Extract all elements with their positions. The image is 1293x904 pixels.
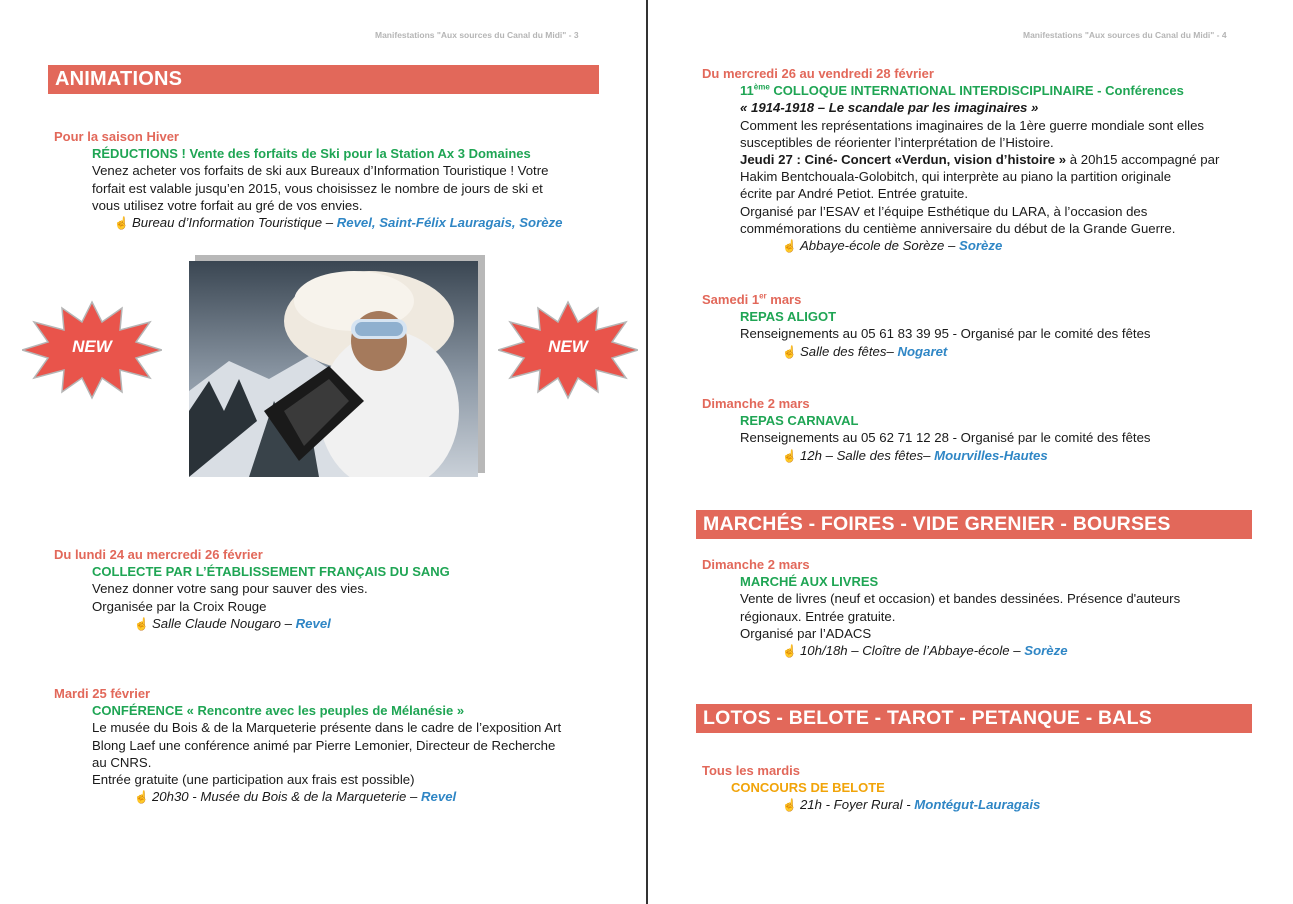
event-description: Renseignements au 05 61 83 39 95 - Organisé par le comité des fêtes [740, 326, 1151, 342]
event-conference [54, 685, 614, 806]
event-aligot [702, 291, 1272, 361]
event-description: Le musée du Bois & de la Marqueterie présente dans le cadre de l’exposition Art Blong Laef une conférence animé par Pierre Lemonier, Directeur de Recherche au CNRS. Entrée gratuite (une participation aux frais est possible) [92, 720, 562, 788]
event-location: ☝ 21h - Foyer Rural - Montégut-Lauragais [782, 797, 1041, 813]
event-ski-passes [54, 128, 614, 232]
event-date: Mardi 25 février [54, 686, 151, 701]
hand-pointer-icon: ☝ [782, 448, 797, 463]
event-description: Venez donner votre sang pour sauver des vies. Organisée par la Croix Rouge [92, 581, 368, 614]
event-location: ☝ Bureau d’Information Touristique – Revel, Saint-Félix Lauragais, Sorèze [114, 215, 563, 231]
hand-pointer-icon: ☝ [134, 616, 149, 631]
event-date: Samedi 1er mars [702, 291, 802, 307]
event-book-market [702, 556, 1272, 660]
event-title: CONCOURS DE BELOTE [731, 780, 885, 796]
event-title: COLLECTE PAR L’ÉTABLISSEMENT FRANÇAIS DU SANG [92, 564, 450, 580]
event-date: Du mercredi 26 au vendredi 28 février [702, 66, 934, 81]
event-location: ☝ 10h/18h – Cloître de l’Abbaye-école – Sorèze [782, 643, 1068, 659]
event-town[interactable]: Revel [295, 615, 331, 631]
event-title: RÉDUCTIONS ! Vente des forfaits de Ski pour la Station Ax 3 Domaines [92, 146, 531, 162]
hand-pointer-icon: ☝ [782, 644, 797, 659]
event-title: REPAS ALIGOT [740, 309, 837, 325]
event-date: Du lundi 24 au mercredi 26 février [54, 547, 263, 562]
event-title: 11ème COLLOQUE INTERNATIONAL INTERDISCIPLINAIRE - Conférences [740, 82, 1184, 99]
event-date: Tous les mardis [702, 763, 801, 778]
left-page-header: Manifestations "Aux sources du Canal du Midi" - 3 [375, 30, 579, 40]
event-description: Renseignements au 05 62 71 12 28 - Organisé par le comité des fêtes [740, 430, 1151, 446]
event-title: MARCHÉ AUX LIVRES [740, 574, 879, 590]
event-date: Dimanche 2 mars [702, 557, 810, 572]
event-town[interactable]: Revel [421, 789, 457, 805]
event-title: CONFÉRENCE « Rencontre avec les peuples de Mélanésie » [92, 703, 465, 719]
right-page-header: Manifestations "Aux sources du Canal du Midi" - 4 [1023, 30, 1227, 40]
event-location: ☝ Abbaye-école de Sorèze – Sorèze [782, 238, 1003, 254]
event-title: REPAS CARNAVAL [740, 413, 859, 429]
event-description: Comment les représentations imaginaires de la 1ère guerre mondiale sont elles susceptibles de réorienter l’interprétation de l’Histoire. Jeudi 27 : Ciné- Concert «Verdun, vision d’histoire » à 20h15 accompagné par Hakim Bentchouala-Golobitch, qui interprète au piano la partition originale écrite par André Petiot. Entrée gratuite. Organisé par l’ESAV et l’équipe Esthétique du LARA, à l’occasion des commémorations du centième anniversaire du début de la Grande Guerre. [740, 117, 1220, 236]
animations-banner: ANIMATIONS [48, 65, 599, 94]
marches-banner: MARCHÉS - FOIRES - VIDE GRENIER - BOURSES [696, 510, 1252, 539]
event-date: Pour la saison Hiver [54, 129, 179, 144]
hand-pointer-icon: ☝ [782, 239, 797, 254]
event-town[interactable]: Nogaret [897, 343, 948, 359]
hand-pointer-icon: ☝ [114, 216, 129, 231]
event-carnival [702, 395, 1272, 465]
event-description: Venez acheter vos forfaits de ski aux Bureaux d’Information Touristique ! Votre forfait est valable jusqu’en 2015, vous choisissez le nombre de jours de ski et vous utilisez votre forfait au gré de vos envies. [92, 163, 549, 213]
event-location: ☝ Salle Claude Nougaro – Revel [134, 615, 331, 631]
event-date: Dimanche 2 mars [702, 396, 810, 411]
event-location: ☝ 20h30 - Musée du Bois & de la Marqueterie – Revel [134, 789, 457, 805]
new-badge-right: NEW [548, 337, 588, 356]
event-subtitle: « 1914-1918 – Le scandale par les imaginaires » [740, 100, 1039, 116]
event-town[interactable]: Sorèze [959, 238, 1003, 254]
snowboarder-photo [189, 261, 478, 477]
event-description: Vente de livres (neuf et occasion) et bandes dessinées. Présence d'auteurs régionaux. Entrée gratuite. Organisé par l’ADACS [740, 591, 1181, 641]
event-town[interactable]: Revel, Saint-Félix Lauragais, Sorèze [336, 215, 563, 231]
event-town[interactable]: Sorèze [1024, 643, 1068, 659]
new-badge-left: NEW [72, 337, 112, 356]
lotos-banner: LOTOS - BELOTE - TAROT - PETANQUE - BALS [696, 704, 1252, 733]
hand-pointer-icon: ☝ [782, 798, 797, 813]
hand-pointer-icon: ☝ [134, 790, 149, 805]
page-divider [646, 0, 648, 904]
event-location: ☝ 12h – Salle des fêtes– Mourvilles-Hautes [782, 447, 1048, 463]
hand-pointer-icon: ☝ [782, 344, 797, 359]
event-town[interactable]: Montégut-Lauragais [914, 797, 1041, 813]
event-town[interactable]: Mourvilles-Hautes [934, 447, 1048, 463]
event-location: ☝ Salle des fêtes– Nogaret [782, 343, 948, 359]
event-colloquium [702, 65, 1272, 255]
event-blood-drive [54, 546, 614, 633]
event-belote [702, 762, 1272, 815]
